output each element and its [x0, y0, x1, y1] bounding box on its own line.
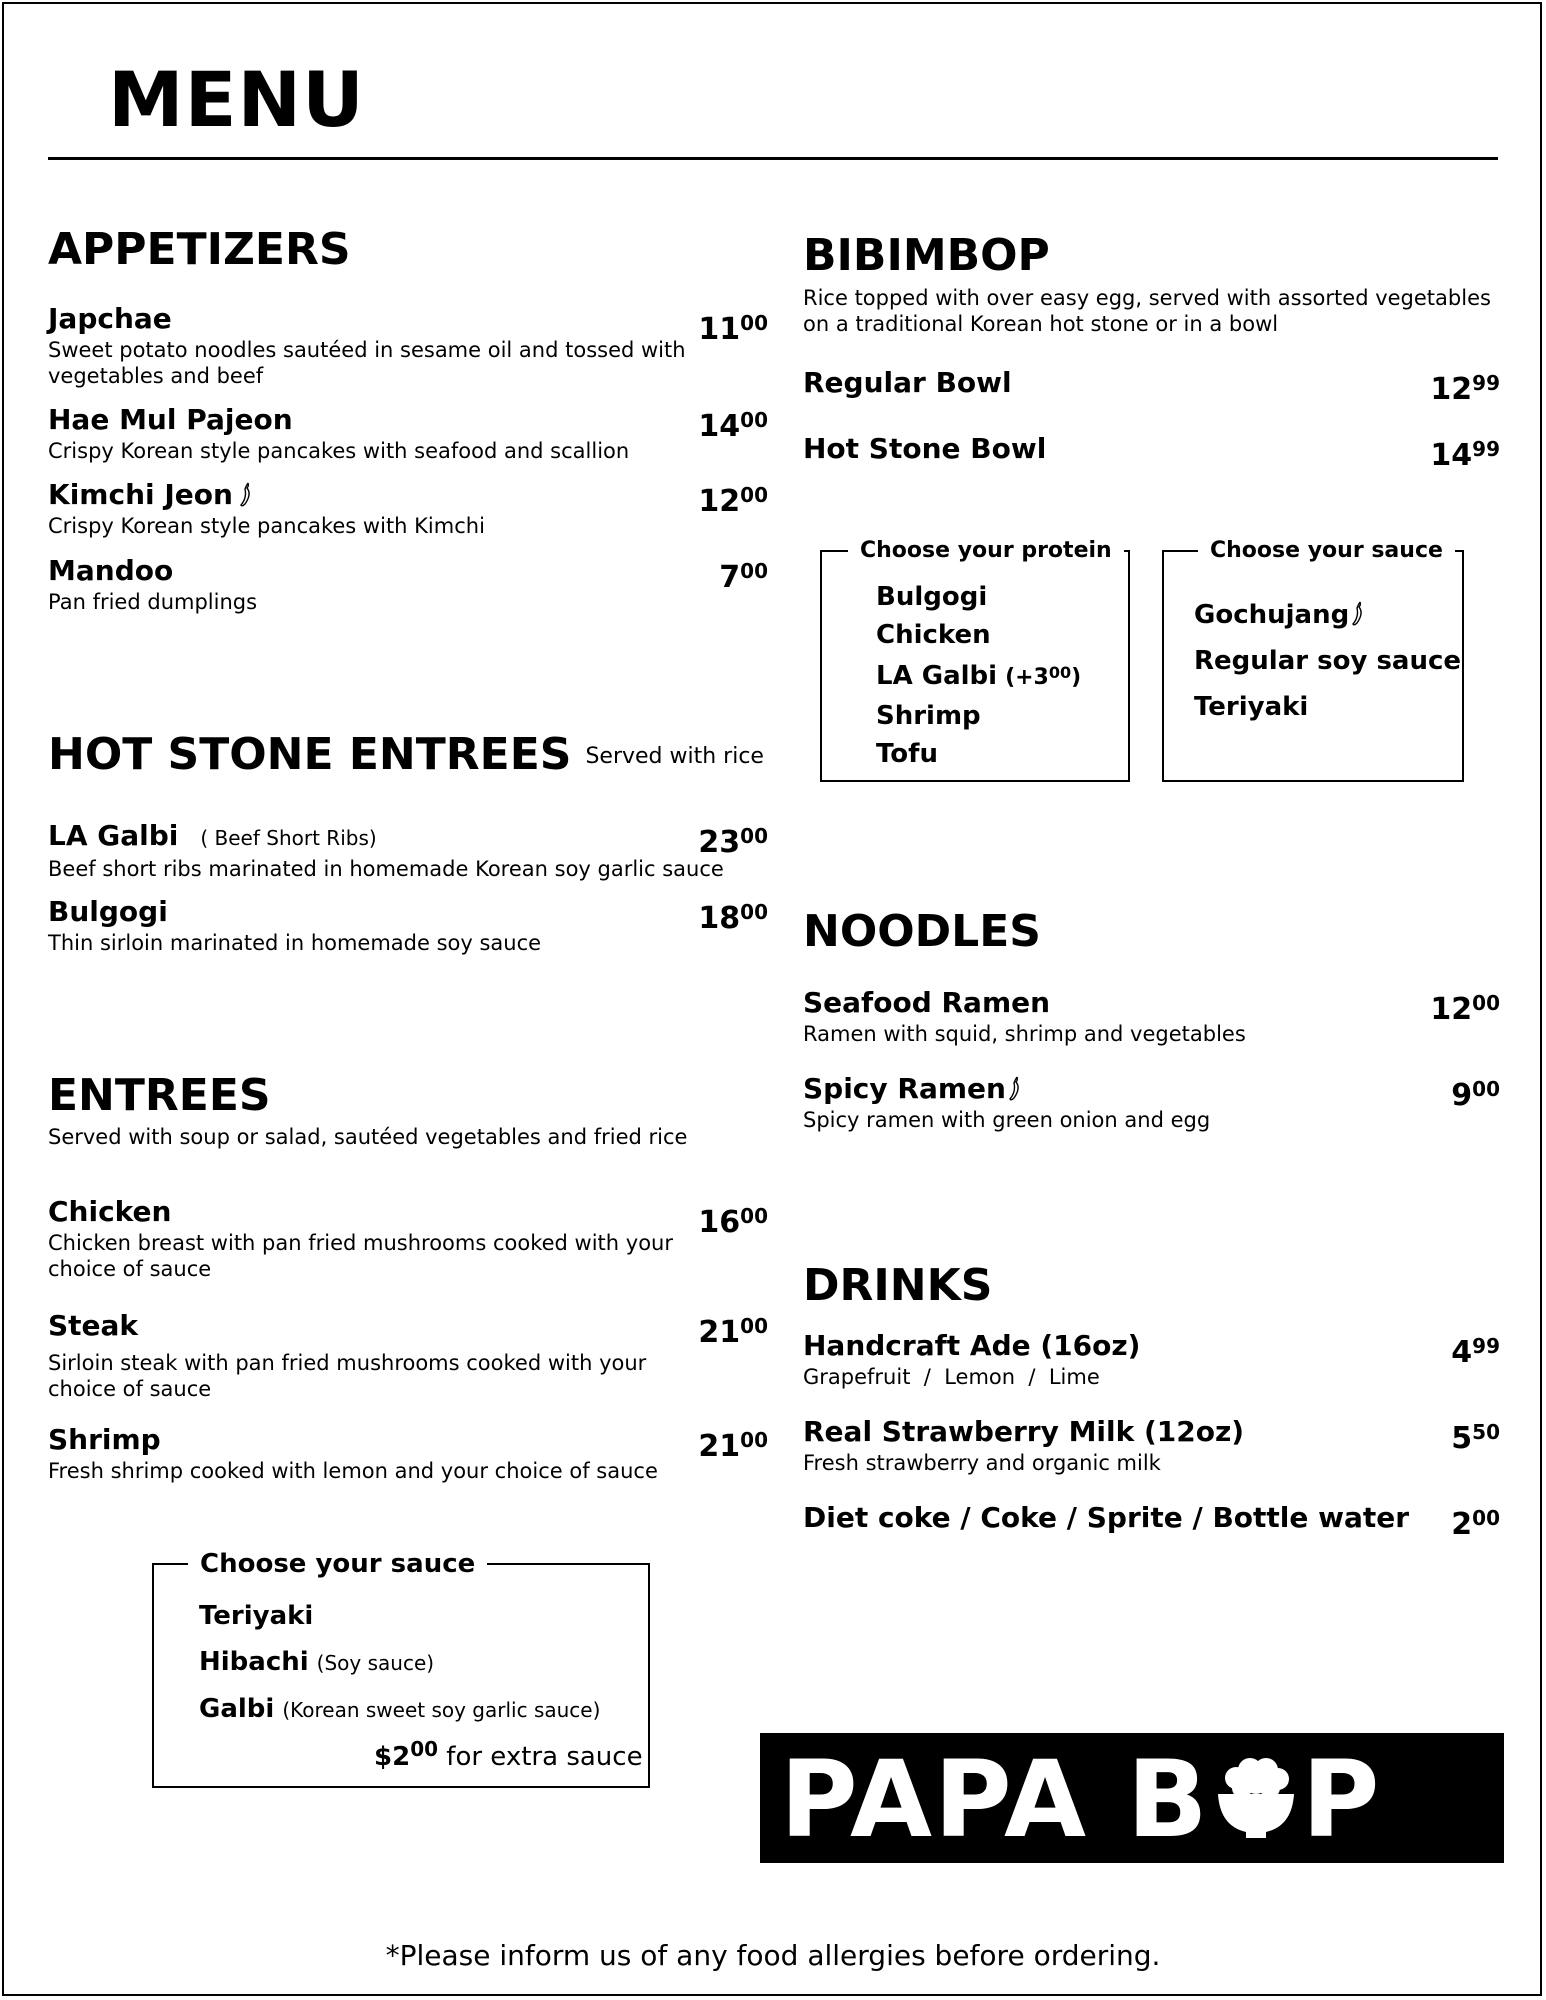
- item-name: Chicken: [48, 1195, 172, 1228]
- item-price: $16^{00}$: [698, 1204, 768, 1240]
- protein-option: Tofu: [876, 739, 938, 769]
- item-description: Thin sirloin marinated in homemade soy sauce: [48, 931, 542, 955]
- item-description: Crispy Korean style pancakes with seafood and scallion: [48, 439, 630, 463]
- sauce-option: Galbi (Korean sweet soy garlic sauce): [199, 1694, 601, 1724]
- menu-item: [803, 366, 1500, 407]
- item-name: Seafood Ramen: [803, 986, 1051, 1019]
- item-description: Fresh shrimp cooked with lemon and your choice of sauce: [48, 1459, 658, 1483]
- item-price: $2^{00}$: [1451, 1506, 1500, 1542]
- chili-pepper-icon: [1008, 1076, 1024, 1102]
- rice-bowl-icon: [1212, 1748, 1300, 1840]
- menu-item: [48, 479, 768, 539]
- hot-stone-heading: HOT STONE ENTREES Served with rice: [48, 729, 764, 780]
- item-price: $21^{00}$: [698, 1314, 768, 1350]
- item-name: Japchae: [48, 302, 172, 335]
- item-description: Ramen with squid, shrimp and vegetables: [803, 1022, 1246, 1046]
- item-name: Shrimp: [48, 1423, 161, 1456]
- menu-item: [48, 1424, 768, 1484]
- protein-option: Bulgogi: [876, 582, 988, 612]
- noodles-heading: NOODLES: [803, 906, 1041, 957]
- item-name: Real Strawberry Milk (12oz): [803, 1415, 1245, 1448]
- protein-option: Chicken: [876, 620, 991, 650]
- item-name: Regular Bowl: [803, 366, 1012, 399]
- item-description: Grapefruit / Lemon / Lime: [803, 1365, 1100, 1389]
- protein-box-title: Choose your protein: [848, 538, 1124, 564]
- item-description: Beef short ribs marinated in homemade Korean soy garlic sauce: [48, 857, 724, 881]
- chili-pepper-icon: [1351, 601, 1367, 627]
- brand-logo: [780, 1738, 1382, 1861]
- bibimbop-heading: BIBIMBOP: [803, 230, 1050, 281]
- item-price: $11^{00}$: [698, 311, 768, 347]
- protein-option: Shrimp: [876, 701, 981, 731]
- hot-stone-subheading: Served with rice: [585, 744, 764, 769]
- protein-option: LA Galbi $(+3^{00})$: [876, 661, 1082, 691]
- item-price: $4^{99}$: [1451, 1334, 1500, 1370]
- bibimbop-sauce-box: [1162, 538, 1464, 782]
- item-name: LA Galbi ( Beef Short Ribs): [48, 819, 377, 852]
- title-divider: [48, 157, 1498, 160]
- bibimbop-description: Rice topped with over easy egg, served with assorted vegetables on a traditional Korean hot stone or in a bowl: [803, 286, 1491, 336]
- menu-item: [803, 987, 1500, 1047]
- menu-item: [48, 1310, 768, 1402]
- menu-item: [803, 1416, 1500, 1476]
- sauce-option: Hibachi (Soy sauce): [199, 1647, 435, 1677]
- item-price: $5^{50}$: [1451, 1420, 1500, 1456]
- chili-pepper-icon: [239, 482, 255, 508]
- menu-item: [48, 896, 768, 956]
- item-price: $12^{00}$: [698, 483, 768, 519]
- item-name: Mandoo: [48, 554, 174, 587]
- page-title: MENU: [108, 55, 365, 144]
- menu-item: [48, 820, 768, 882]
- item-note: ( Beef Short Ribs): [200, 826, 377, 850]
- sauce-options: [1194, 592, 1461, 730]
- item-name: Spicy Ramen: [803, 1073, 1500, 1105]
- item-price: $12^{00}$: [1430, 991, 1500, 1027]
- sauce-options: [199, 1593, 600, 1733]
- entree-sauce-box: [152, 1549, 650, 1788]
- extra-sauce-price: $\$2^{00}$ for extra sauce: [374, 1737, 643, 1772]
- item-name: Hot Stone Bowl: [803, 432, 1047, 465]
- item-name: Handcraft Ade (16oz): [803, 1329, 1141, 1362]
- item-price: $14^{00}$: [698, 408, 768, 444]
- sauce-box-title: Choose your sauce: [1198, 538, 1455, 564]
- sauce-option: Regular soy sauce: [1194, 646, 1462, 676]
- item-price: $23^{00}$: [698, 824, 768, 860]
- item-description: Fresh strawberry and organic milk: [803, 1451, 1161, 1475]
- protein-box: [820, 538, 1130, 782]
- menu-item: [803, 1330, 1500, 1390]
- sauce-option: Gochujang: [1194, 592, 1461, 638]
- item-name: Hae Mul Pajeon: [48, 403, 293, 436]
- sauce-option: Teriyaki: [199, 1601, 314, 1631]
- item-name: Kimchi Jeon: [48, 479, 768, 511]
- item-description: Sirloin steak with pan fried mushrooms cooked with your choice of sauce: [48, 1351, 647, 1401]
- entrees-subheading: Served with soup or salad, sautéed vegetables and fried rice: [48, 1125, 688, 1149]
- item-name: Steak: [48, 1309, 139, 1342]
- item-description: Sweet potato noodles sautéed in sesame oil and tossed with vegetables and beef: [48, 338, 686, 388]
- item-description: Crispy Korean style pancakes with Kimchi: [48, 514, 485, 538]
- menu-item: [803, 1073, 1500, 1133]
- item-description: Chicken breast with pan fried mushrooms cooked with your choice of sauce: [48, 1231, 673, 1281]
- item-name: Bulgogi: [48, 895, 168, 928]
- item-description: Spicy ramen with green onion and egg: [803, 1108, 1211, 1132]
- appetizers-heading: APPETIZERS: [48, 224, 351, 275]
- protein-options: [876, 578, 1081, 773]
- menu-item: [48, 1196, 768, 1282]
- sauce-box-title: Choose your sauce: [188, 1551, 487, 1577]
- allergy-notice: *Please inform us of any food allergies before ordering.: [385, 1939, 1161, 1972]
- menu-item: [48, 303, 768, 389]
- menu-item: [803, 1501, 1500, 1542]
- item-price: $9^{00}$: [1451, 1077, 1500, 1113]
- item-price: $21^{00}$: [698, 1428, 768, 1464]
- entrees-heading: ENTREES: [48, 1070, 271, 1121]
- item-price: $14^{99}$: [1430, 437, 1500, 473]
- sauce-option: Teriyaki: [1194, 692, 1309, 722]
- item-price: $7^{00}$: [719, 559, 768, 595]
- brand-name-part: PAPA B: [780, 1738, 1210, 1861]
- item-description: Pan fried dumplings: [48, 590, 258, 614]
- menu-item: [48, 555, 768, 615]
- drinks-heading: DRINKS: [803, 1260, 993, 1311]
- item-price: $18^{00}$: [698, 900, 768, 936]
- menu-item: [48, 404, 768, 464]
- brand-name-part: P: [1301, 1738, 1382, 1861]
- item-name: Diet coke / Coke / Sprite / Bottle water: [803, 1501, 1410, 1534]
- item-price: $12^{99}$: [1430, 371, 1500, 407]
- menu-item: [803, 432, 1500, 473]
